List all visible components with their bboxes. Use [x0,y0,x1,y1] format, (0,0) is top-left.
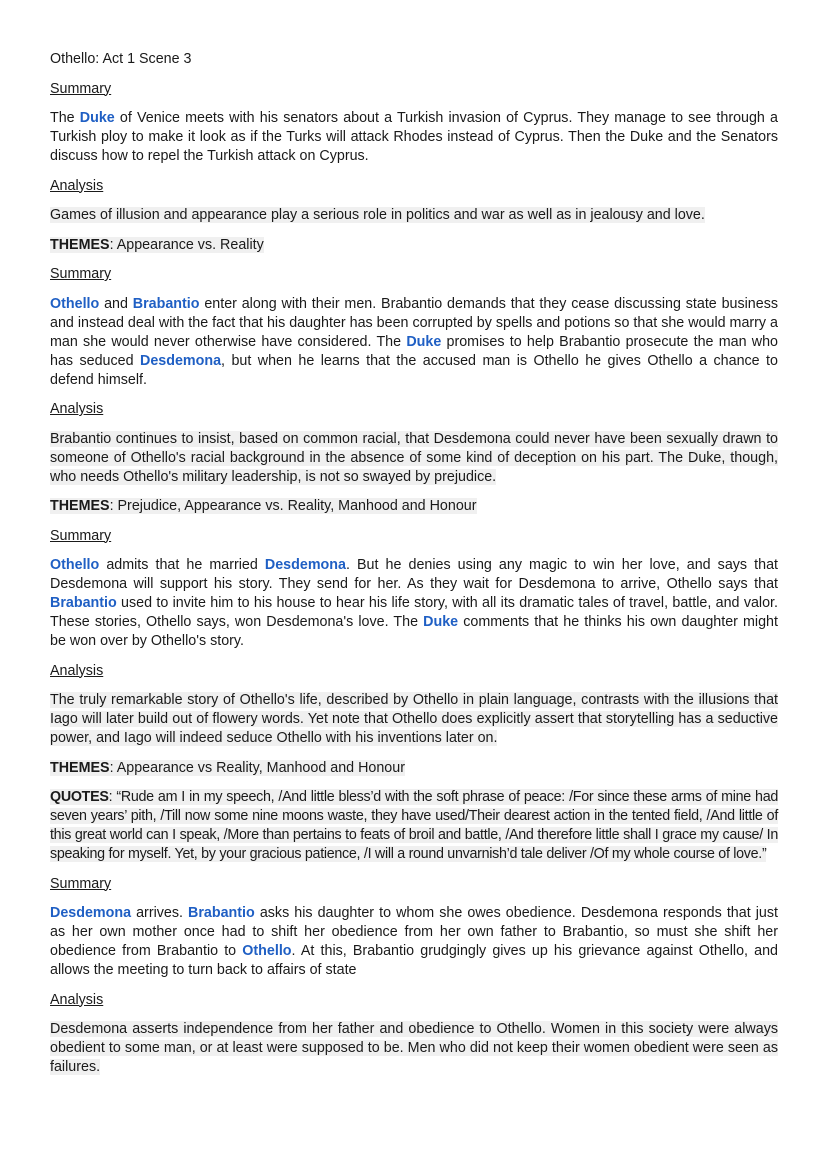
character-name: Desdemona [50,905,132,921]
character-name: Othello [242,943,292,959]
character-name: Duke [423,614,459,630]
document [50,50,778,1088]
document-title: Othello: Act 1 Scene 3 [50,51,192,67]
highlight [50,237,264,253]
text-segment: : Prejudice, Appearance vs. Reality, Manhood and Honour [109,498,477,514]
bold-label: QUOTES [50,789,109,805]
text-segment: asks his daughter to whom she owes obedience. Desdemona responds that just as her own mother once had to shift her obedience from her own father to Brabantio, so must she shift her obedience from Brabantio to [50,905,778,959]
highlight [50,498,477,514]
highlight [50,760,405,776]
section-heading-summary [50,875,778,894]
text-segment: : Appearance vs. Reality [109,236,264,253]
text-segment: : “Rude am I in my speech, /And little bless’d with the soft phrase of peace: /For since these arms of mine had seven years’ pith, /Till now some nine moons waste, they have used/Their dearest action in the tented field, /And little of this great world can I speak, /More than pertains to feats of broil and battle, /And therefore little shall I grace my cause/ In speaking for myself. Yet, by your gracious patience, /I will a round unvarnish’d tale deliver /Of my whole course of love.” [50,789,778,862]
text-segment: : Appearance vs Reality, Manhood and Honour [109,759,405,776]
text-segment: Games of illusion and appearance play a serious role in politics and war as well as in jealousy and love. [50,207,705,223]
heading-text: Analysis [50,177,104,194]
text-segment: , but when he learns that the accused man is Othello he gives Othello a chance to defend himself. [50,352,778,388]
section-heading-analysis [50,662,778,681]
text-segment: admits that he married [99,557,265,573]
section-heading-summary [50,265,778,284]
section-heading-analysis [50,400,778,419]
text-segment: of Venice meets with his senators about a Turkish invasion of Cyprus. They manage to see through a Turkish ploy to make it look as if the Turks will attack Rhodes instead of Cyprus. Then the Duke and the Senators discuss how to repel the Turkish attack on Cyprus. [50,110,778,164]
text-segment: used to invite him to his house to hear his life story, with all its dramatic tales of travel, battle, and valor. These stories, Othello says, won Desdemona's love. The [50,595,778,630]
character-name: Brabantio [188,905,255,921]
text-segment: enter along with their men. Brabantio demands that they cease discussing state business and instead deal with the fact that his daughter has been corrupted by spells and potions so that she would marry a man she would never otherwise have considered. The [50,295,779,350]
text-segment: The [50,110,80,126]
bold-label: THEMES [50,759,110,776]
heading-text: Summary [50,527,112,544]
highlighted-paragraph [50,206,778,225]
character-name: Brabantio [50,595,117,611]
highlighted-paragraph [50,691,778,748]
quotes-paragraph [50,788,778,864]
text-segment: Desdemona asserts independence from her father and obedience to Othello. Women in this society were always obedient to some man, or at least were supposed to be. Men who did not keep their women obedient were seen as failures. [50,1021,778,1075]
text-segment: comments that he thinks his own daughter might be won over by Othello's story. [50,614,778,649]
summary-paragraph [50,556,778,651]
highlighted-paragraph [50,497,778,516]
text-segment: promises to help Brabantio prosecute the man who has seduced [50,333,778,369]
heading-text: Analysis [50,662,104,679]
heading-text: Summary [50,80,112,97]
highlighted-paragraph [50,430,778,487]
summary-paragraph [50,295,778,390]
character-name: Othello [50,295,100,312]
text-segment: arrives. [131,905,189,921]
highlight [50,1021,778,1075]
character-name: Desdemona [264,557,346,573]
highlight [50,431,778,485]
highlighted-paragraph [50,236,778,255]
highlight [50,789,778,862]
highlighted-paragraph [50,1020,778,1077]
section-heading-summary [50,527,778,546]
bold-label: THEMES [50,498,110,514]
summary-paragraph [50,904,778,980]
heading-text: Analysis [50,401,104,417]
section-heading-analysis [50,991,778,1010]
section-heading-analysis [50,177,778,196]
highlighted-paragraph [50,759,778,778]
character-name: Brabantio [132,295,200,312]
character-name: Desdemona [140,352,222,369]
heading-text: Analysis [50,991,104,1008]
highlight [50,207,705,223]
section-heading-summary [50,80,778,99]
character-name: Duke [406,333,442,350]
heading-text: Summary [50,875,112,892]
text-segment: The truly remarkable story of Othello's life, described by Othello in plain language, contrasts with the illusions that Iago will later build out of flowery words. Yet note that Othello does explicitly assert that storytelling has a seductive power, and Iago will indeed seduce Othello with his inventions later on. [50,692,778,746]
text-segment: Brabantio continues to insist, based on common racial, that Desdemona could never have been sexually drawn to someone of Othello's racial background in the absence of some kind of deception on his part. The Duke, though, who needs Othello's military leadership, is not so swayed by prejudice. [50,430,778,485]
highlight [50,692,778,746]
heading-text: Summary [50,266,112,282]
bold-label: THEMES [50,236,110,253]
character-name: Duke [79,110,115,126]
character-name: Othello [50,557,100,573]
text-segment: . At this, Brabantio grudgingly gives up his grievance against Othello, and allows the meeting to turn back to affairs of state [50,943,778,978]
summary-paragraph [50,109,778,166]
text-segment: . But he denies using any magic to win her love, and says that Desdemona will support his story. They send for her. As they wait for Desdemona to arrive, Othello says that [50,557,778,592]
text-segment: and [99,295,133,312]
